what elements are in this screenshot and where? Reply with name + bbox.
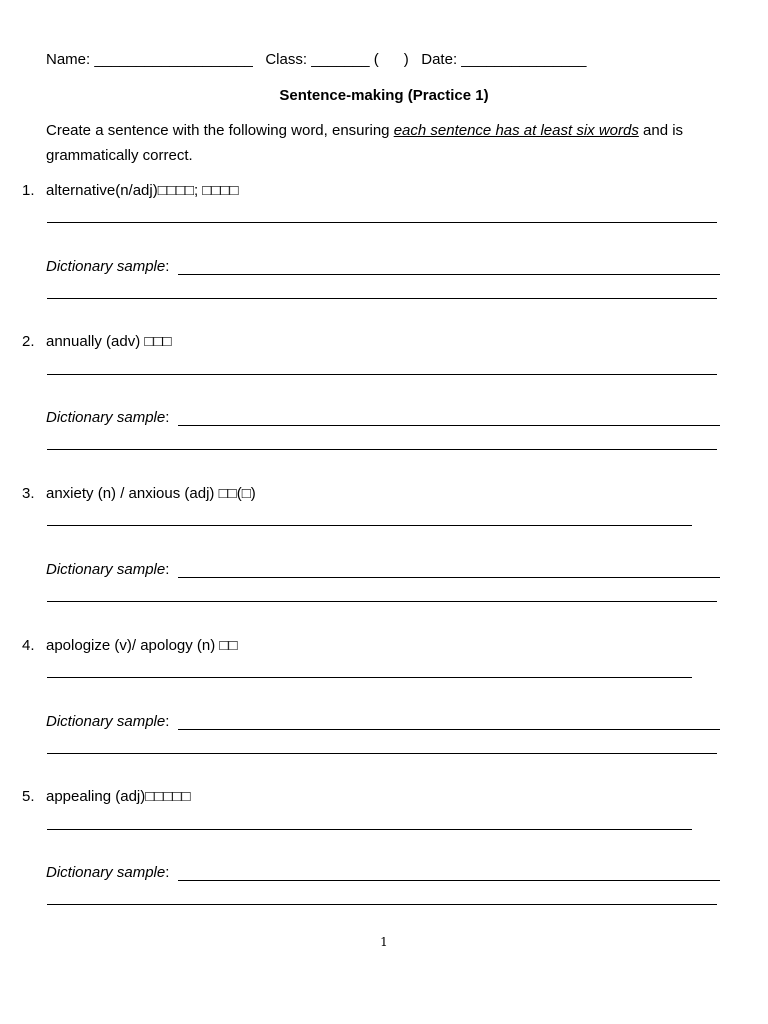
dictionary-sample-colon: : (165, 864, 170, 881)
answer-line[interactable] (47, 449, 717, 450)
item-number: 4. (22, 637, 35, 654)
instructions-line-2: grammatically correct. (46, 147, 193, 164)
instructions-text-start: Create a sentence with the following word, ensuring (46, 122, 394, 139)
answer-line[interactable] (47, 374, 717, 375)
answer-line[interactable] (47, 904, 717, 905)
instructions-line-1 (46, 122, 683, 140)
dictionary-sample-line[interactable] (178, 880, 720, 881)
answer-line[interactable] (47, 829, 692, 830)
dictionary-sample-line[interactable] (178, 577, 720, 578)
dictionary-sample-line[interactable] (178, 274, 720, 275)
item-word: annually (adv) □□□ (46, 333, 172, 350)
item-word: anxiety (n) / anxious (adj) □□(□) (46, 485, 256, 502)
worksheet-title: Sentence-making (Practice 1) (279, 87, 489, 104)
page-number: 1 (380, 935, 388, 949)
dictionary-sample-label: Dictionary sample (46, 864, 166, 881)
instructions-text-end: and is (638, 122, 684, 139)
dictionary-sample-label: Dictionary sample (46, 561, 166, 578)
dictionary-sample-row (46, 713, 169, 731)
dictionary-sample-label: Dictionary sample (46, 258, 166, 275)
item-number: 1. (22, 182, 35, 199)
dictionary-sample-colon: : (165, 713, 170, 730)
answer-line[interactable] (47, 222, 717, 223)
dictionary-sample-line[interactable] (178, 729, 720, 730)
dictionary-sample-colon: : (165, 258, 170, 275)
item-number: 2. (22, 333, 35, 350)
dictionary-sample-colon: : (165, 409, 170, 426)
answer-line[interactable] (47, 601, 717, 602)
dictionary-sample-label: Dictionary sample (46, 409, 166, 426)
dictionary-sample-row (46, 409, 169, 427)
instructions-emphasis: each sentence has at least six words (393, 122, 639, 139)
answer-line[interactable] (47, 677, 692, 678)
answer-line[interactable] (47, 525, 692, 526)
dictionary-sample-label: Dictionary sample (46, 713, 166, 730)
item-word: appealing (adj)□□□□□ (46, 788, 191, 805)
item-number: 5. (22, 788, 35, 805)
dictionary-sample-row (46, 864, 169, 882)
answer-line[interactable] (47, 753, 717, 754)
dictionary-sample-line[interactable] (178, 425, 720, 426)
dictionary-sample-row (46, 561, 169, 579)
item-word: alternative(n/adj)□□□□; □□□□ (46, 182, 239, 199)
student-info-header: Name: ___________________ Class: _______ ( ) Date: _______________ (46, 51, 587, 68)
answer-line[interactable] (47, 298, 717, 299)
dictionary-sample-colon: : (165, 561, 170, 578)
item-number: 3. (22, 485, 35, 502)
item-word: apologize (v)/ apology (n) □□ (46, 637, 238, 654)
dictionary-sample-row (46, 258, 169, 276)
